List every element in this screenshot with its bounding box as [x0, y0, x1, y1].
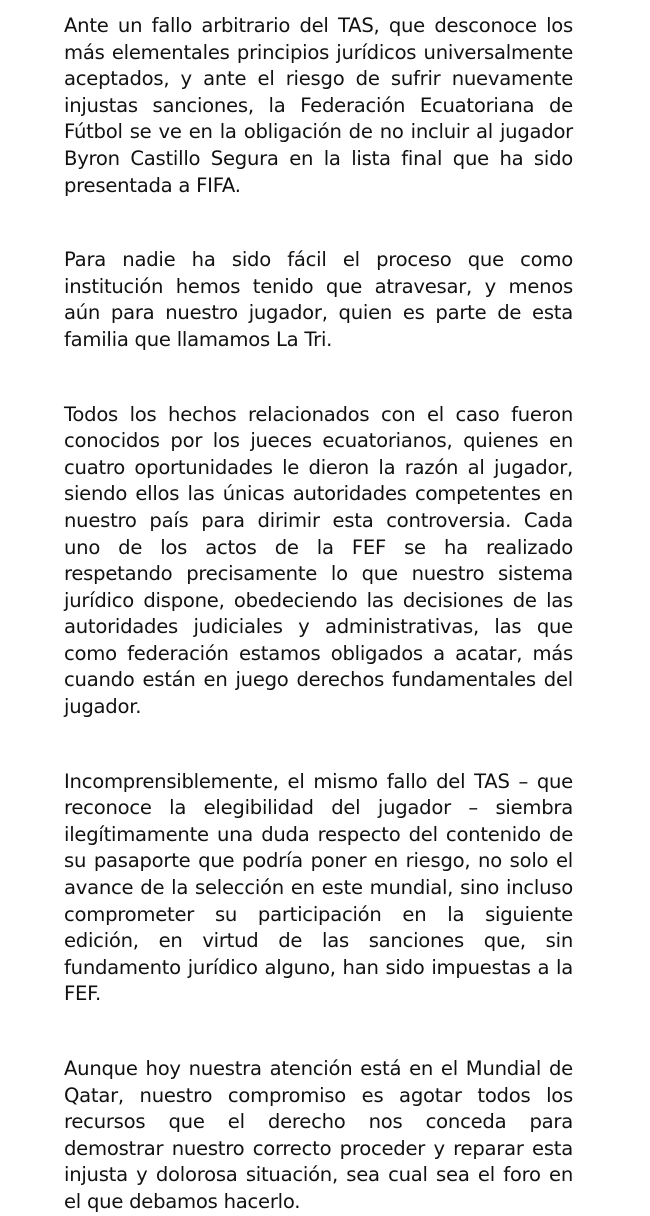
paragraph-facts-of-case: Todos los hechos relacionados con el caso fueron conocidos por los jueces ecuatorianos, quienes en cuatro oportunidades le dieron la razón al jugador, siendo ellos las únicas autoridades competentes en nuestro país para dirimir esta controversia. Cada uno de los actos de la FEF se ha realizado respetando precisamente lo que nuestro sistema jurídico dispone, obedeciendo las decisiones de las autoridades judiciales y administrativas, las que como federación estamos obligados a acatar, más cuando están en juego derechos fundamentales del jugador.: [64, 402, 573, 719]
paragraph-difficult-process: Para nadie ha sido fácil el proceso que como institución hemos tenido que atravesar, y menos aún para nuestro jugador, quien es parte de esta familia que llamamos La Tri.: [64, 248, 573, 351]
paragraph-passport-doubt: Incomprensiblemente, el mismo fallo del TAS – que reconoce la elegibilidad del jugador – siembra ilegítimamente una duda respecto del contenido de su pasaporte que podría poner en riesgo, no solo el avance de la selección en este mundial, sino incluso comprometer su participación en la siguiente edición, en virtud de las sanciones que, sin fundamento jurídico alguno, han sido impuestas a la FEF.: [64, 769, 573, 1006]
paragraph-commitment: Aunque hoy nuestra atención está en el Mundial de Qatar, nuestro compromiso es agotar todos los recursos que el derecho nos conceda para demostrar nuestro correcto proceder y reparar esta injusta y dolorosa situación, sea cual sea el foro en el que debamos hacerlo.: [64, 1057, 573, 1213]
paragraph-tas-ruling: Ante un fallo arbitrario del TAS, que desconoce los más elementales principios jurídicos universalmente aceptados, y ante el riesgo de sufrir nuevamente injustas sanciones, la Federación Ecuatoriana de Fútbol se ve en la obligación de no incluir al jugador Byron Castillo Segura en la lista final que ha sido presentada a FIFA.: [64, 14, 573, 197]
statement-document: [64, 13, 573, 1216]
